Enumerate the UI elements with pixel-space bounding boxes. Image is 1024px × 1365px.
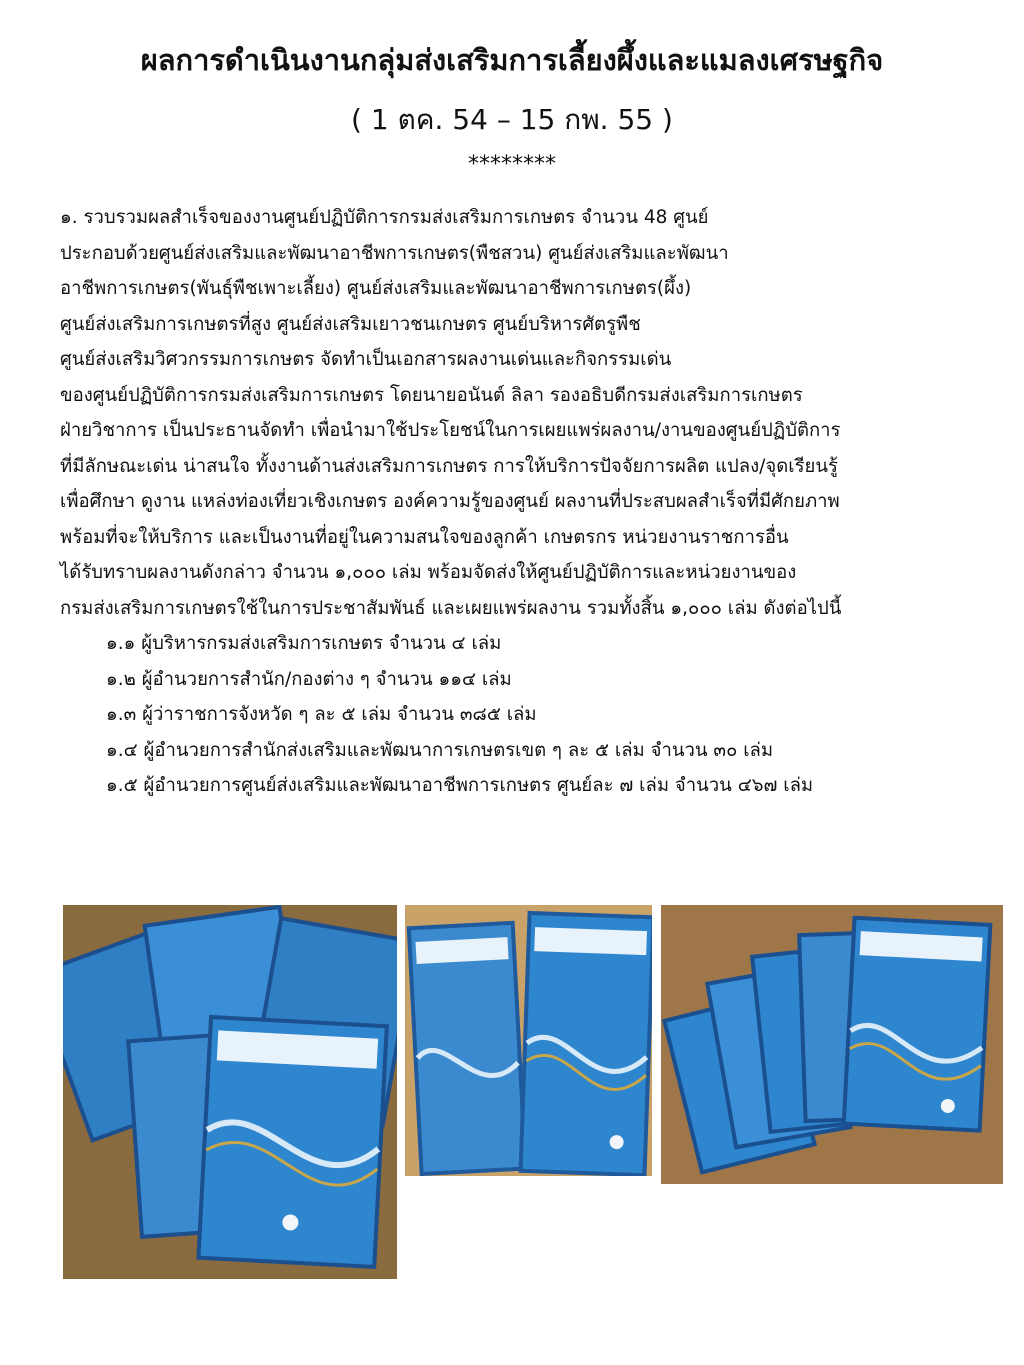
booklets-pair-photo (405, 905, 652, 1176)
booklets-fan-photo (63, 905, 397, 1279)
paragraph-line: กรมส่งเสริมการเกษตรใช้ในการประชาสัมพันธ์ และเผยแพร่ผลงาน รวมทั้งสิ้น ๑,๐๐๐ เล่ม ดังต่อไปนี้ (60, 597, 842, 619)
paragraph-line: ฝ่ายวิชาการ เป็นประธานจัดทำ เพื่อนำมาใช้ประโยชน์ในการเผยแพร่ผลงาน/งานของศูนย์ปฏิบัติการ (60, 420, 841, 441)
distribution-list-item: ๑.๕ ผู้อำนวยการศูนย์ส่งเสริมและพัฒนาอาชีพการเกษตร ศูนย์ละ ๗ เล่ม จำนวน ๔๖๗ เล่ม (106, 775, 814, 796)
paragraph-line: ประกอบด้วยศูนย์ส่งเสริมและพัฒนาอาชีพการเกษตร(พืชสวน) ศูนย์ส่งเสริมและพัฒนา (60, 242, 729, 264)
distribution-list-item: ๑.๑ ผู้บริหารกรมส่งเสริมการเกษตร จำนวน ๔ เล่ม (106, 633, 502, 654)
distribution-list-item: ๑.๔ ผู้อำนวยการสำนักส่งเสริมและพัฒนาการเกษตรเขต ๆ ละ ๕ เล่ม จำนวน ๓๐ เล่ม (106, 739, 774, 761)
page-title: ผลการดำเนินงานกลุ่มส่งเสริมการเลี้ยงผึ้งและแมลงเศรษฐกิจ (140, 43, 884, 77)
report-body (60, 200, 1000, 804)
date-range-subtitle: ( 1 ตค. 54 – 15 กพ. 55 ) (351, 103, 673, 136)
paragraph-line: ศูนย์ส่งเสริมวิศวกรรมการเกษตร จัดทำเป็นเอกสารผลงานเด่นและกิจกรรมเด่น (60, 349, 672, 370)
paragraph-line: ศูนย์ส่งเสริมการเกษตรที่สูง ศูนย์ส่งเสริมเยาวชนเกษตร ศูนย์บริหารศัตรูพืช (60, 313, 641, 335)
distribution-list-item: ๑.๒ ผู้อำนวยการสำนัก/กองต่าง ๆ จำนวน ๑๑๔ เล่ม (106, 668, 512, 690)
paragraph-line: ที่มีลักษณะเด่น น่าสนใจ ทั้งงานด้านส่งเสริมการเกษตร การให้บริการปัจจัยการผลิต แปลง/จุดเรียนรู้ (60, 455, 838, 477)
paragraph-line: ๑. รวบรวมผลสำเร็จของงานศูนย์ปฏิบัติการกรมส่งเสริมการเกษตร จำนวน 48 ศูนย์ (60, 207, 709, 228)
star-divider: ******** (468, 152, 556, 177)
paragraph-line: เพื่อศึกษา ดูงาน แหล่งท่องเที่ยวเชิงเกษตร องค์ความรู้ของศูนย์ ผลงานที่ประสบผลสำเร็จที่มีศักยภาพ (60, 491, 840, 512)
paragraph-line: อาชีพการเกษตร(พันธุ์พืชเพาะเลี้ยง) ศูนย์ส่งเสริมและพัฒนาอาชีพการเกษตร(ผึ้ง) (60, 278, 692, 299)
booklets-stack-photo (661, 905, 1003, 1184)
paragraph-line: ของศูนย์ปฏิบัติการกรมส่งเสริมการเกษตร โดยนายอนันต์ ลิลา รองอธิบดีกรมส่งเสริมการเกษตร (60, 384, 803, 406)
paragraph-line: ได้รับทราบผลงานดังกล่าว จำนวน ๑,๐๐๐ เล่ม พร้อมจัดส่งให้ศูนย์ปฏิบัติการและหน่วยงานของ (60, 562, 797, 583)
distribution-list-item: ๑.๓ ผู้ว่าราชการจังหวัด ๆ ละ ๕ เล่ม จำนวน ๓๘๕ เล่ม (106, 704, 537, 725)
paragraph-line: พร้อมที่จะให้บริการ และเป็นงานที่อยู่ในความสนใจของลูกค้า เกษตรกร หน่วยงานราชการอื่น (60, 526, 789, 548)
